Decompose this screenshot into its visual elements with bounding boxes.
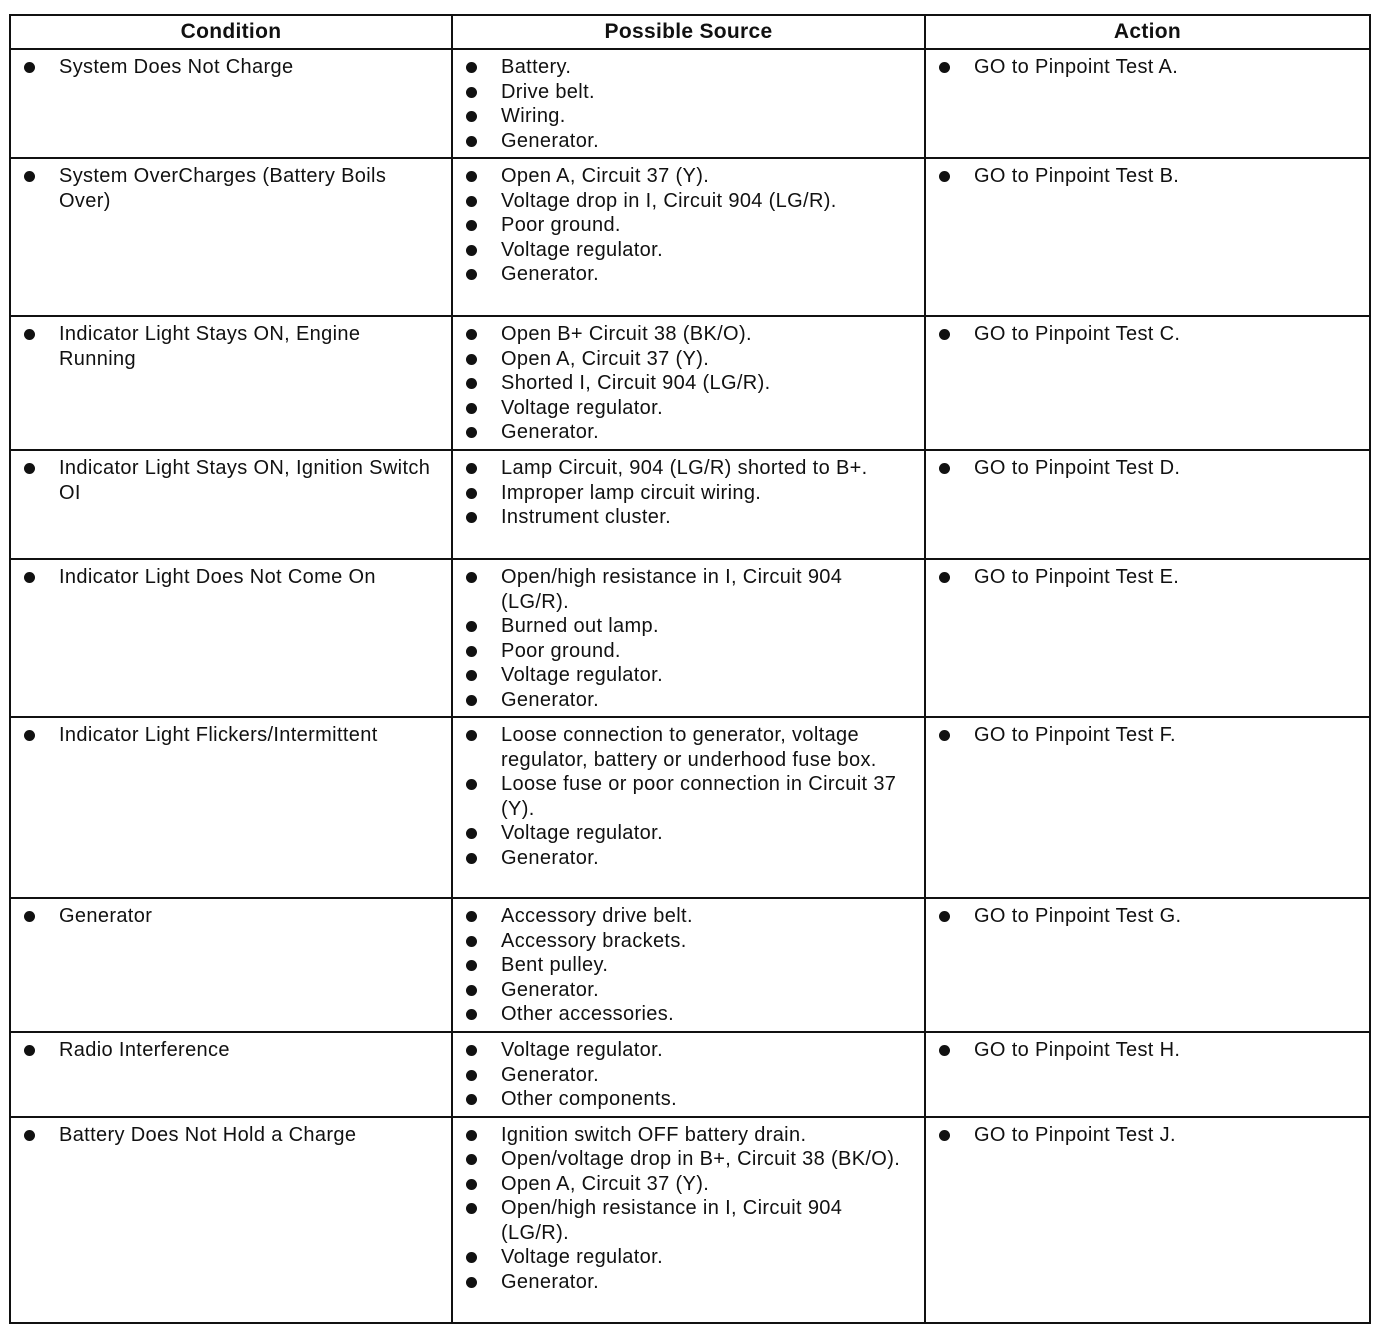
condition-cell: [10, 49, 452, 158]
condition-cell: [10, 717, 452, 898]
action-cell: [925, 1032, 1370, 1117]
source-item: Voltage regulator.: [463, 1038, 916, 1063]
source-cell: [452, 559, 925, 717]
condition-cell: [10, 1117, 452, 1323]
table-row: [10, 717, 1370, 898]
source-item: Generator.: [463, 420, 916, 445]
source-cell: [452, 1032, 925, 1117]
source-item: Generator.: [463, 262, 916, 287]
source-item: Other accessories.: [463, 1002, 916, 1027]
condition-text: Generator: [21, 904, 443, 929]
source-item: Voltage regulator.: [463, 821, 916, 846]
action-text: GO to Pinpoint Test D.: [936, 456, 1361, 481]
table-row: [10, 898, 1370, 1032]
condition-text: System OverCharges (Battery Boils Over): [21, 164, 443, 213]
source-item: Instrument cluster.: [463, 505, 916, 530]
action-text: GO to Pinpoint Test F.: [936, 723, 1361, 748]
action-text: GO to Pinpoint Test E.: [936, 565, 1361, 590]
condition-text: Indicator Light Does Not Come On: [21, 565, 443, 590]
source-cell: [452, 450, 925, 559]
source-item: Burned out lamp.: [463, 614, 916, 639]
source-item: Improper lamp circuit wiring.: [463, 481, 916, 506]
source-item: Drive belt.: [463, 80, 916, 105]
condition-cell: [10, 559, 452, 717]
source-item: Voltage regulator.: [463, 396, 916, 421]
header-condition: Condition: [10, 15, 452, 49]
source-item: Shorted I, Circuit 904 (LG/R).: [463, 371, 916, 396]
header-row: [10, 15, 1370, 49]
header-possible-source: Possible Source: [452, 15, 925, 49]
table-row: [10, 49, 1370, 158]
action-text: GO to Pinpoint Test B.: [936, 164, 1361, 189]
condition-cell: [10, 158, 452, 316]
source-cell: [452, 898, 925, 1032]
action-text: GO to Pinpoint Test C.: [936, 322, 1361, 347]
action-cell: [925, 158, 1370, 316]
source-cell: [452, 316, 925, 450]
header-action: Action: [925, 15, 1370, 49]
action-cell: [925, 1117, 1370, 1323]
source-item: Generator.: [463, 1063, 916, 1088]
table-row: [10, 1117, 1370, 1323]
condition-cell: [10, 898, 452, 1032]
condition-cell: [10, 450, 452, 559]
action-cell: [925, 717, 1370, 898]
source-item: Generator.: [463, 129, 916, 154]
action-cell: [925, 898, 1370, 1032]
source-item: Wiring.: [463, 104, 916, 129]
source-item: Open A, Circuit 37 (Y).: [463, 347, 916, 372]
table-body: [10, 49, 1370, 1323]
condition-cell: [10, 1032, 452, 1117]
source-item: Poor ground.: [463, 639, 916, 664]
source-item: Loose fuse or poor connection in Circuit 37 (Y).: [463, 772, 916, 821]
source-cell: [452, 717, 925, 898]
source-item: Open/high resistance in I, Circuit 904 (LG/R).: [463, 1196, 916, 1245]
condition-text: Indicator Light Stays ON, Engine Running: [21, 322, 443, 371]
source-item: Open A, Circuit 37 (Y).: [463, 164, 916, 189]
condition-text: Radio Interference: [21, 1038, 443, 1063]
table-row: [10, 158, 1370, 316]
condition-cell: [10, 316, 452, 450]
source-item: Generator.: [463, 846, 916, 871]
source-item: Ignition switch OFF battery drain.: [463, 1123, 916, 1148]
action-text: GO to Pinpoint Test G.: [936, 904, 1361, 929]
source-item: Voltage regulator.: [463, 238, 916, 263]
source-cell: [452, 1117, 925, 1323]
source-item: Voltage regulator.: [463, 1245, 916, 1270]
source-item: Open/high resistance in I, Circuit 904 (LG/R).: [463, 565, 916, 614]
table-row: [10, 450, 1370, 559]
source-item: Open/voltage drop in B+, Circuit 38 (BK/O).: [463, 1147, 916, 1172]
condition-text: Indicator Light Flickers/Intermittent: [21, 723, 443, 748]
source-item: Voltage regulator.: [463, 663, 916, 688]
source-item: Other components.: [463, 1087, 916, 1112]
source-cell: [452, 49, 925, 158]
condition-text: Battery Does Not Hold a Charge: [21, 1123, 443, 1148]
table-row: [10, 559, 1370, 717]
condition-text: System Does Not Charge: [21, 55, 443, 80]
source-item: Bent pulley.: [463, 953, 916, 978]
source-item: Lamp Circuit, 904 (LG/R) shorted to B+.: [463, 456, 916, 481]
diagnosis-table: [9, 14, 1371, 1324]
source-item: Voltage drop in I, Circuit 904 (LG/R).: [463, 189, 916, 214]
action-text: GO to Pinpoint Test H.: [936, 1038, 1361, 1063]
diagnosis-table-wrapper: [9, 14, 1369, 1324]
source-item: Battery.: [463, 55, 916, 80]
source-item: Open A, Circuit 37 (Y).: [463, 1172, 916, 1197]
table-row: [10, 1032, 1370, 1117]
action-text: GO to Pinpoint Test J.: [936, 1123, 1361, 1148]
action-cell: [925, 49, 1370, 158]
source-item: Accessory drive belt.: [463, 904, 916, 929]
source-item: Open B+ Circuit 38 (BK/O).: [463, 322, 916, 347]
table-row: [10, 316, 1370, 450]
action-cell: [925, 450, 1370, 559]
source-item: Poor ground.: [463, 213, 916, 238]
action-cell: [925, 559, 1370, 717]
source-item: Generator.: [463, 1270, 916, 1295]
condition-text: Indicator Light Stays ON, Ignition Switch OI: [21, 456, 443, 505]
source-item: Accessory brackets.: [463, 929, 916, 954]
source-item: Generator.: [463, 688, 916, 713]
source-item: Generator.: [463, 978, 916, 1003]
action-text: GO to Pinpoint Test A.: [936, 55, 1361, 80]
source-cell: [452, 158, 925, 316]
source-item: Loose connection to generator, voltage regulator, battery or underhood fuse box.: [463, 723, 916, 772]
action-cell: [925, 316, 1370, 450]
